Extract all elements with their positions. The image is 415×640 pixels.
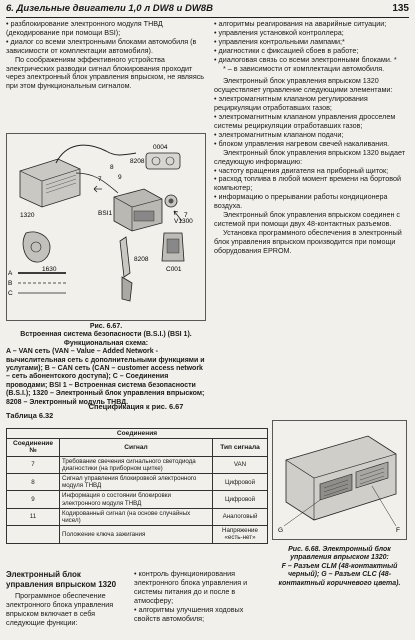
pump-module-8208-drawing bbox=[23, 232, 50, 262]
paragraph: • диалог со всеми электронными блоками автомобиля (в зависимости от комплектации автомобиля). bbox=[6, 36, 197, 55]
legend-label-b: B bbox=[8, 280, 13, 287]
section-heading: Электронный блок управления впрыском 1320 bbox=[6, 570, 117, 589]
paragraph: • контроль функционирования электронного блока управления и системы питания до и после в атмосферу; bbox=[134, 569, 248, 605]
table-row bbox=[7, 456, 268, 473]
paragraph: Электронный блок управления впрыском 1320 выдает следующую информацию: bbox=[214, 147, 405, 166]
cell-type: VAN bbox=[213, 456, 268, 473]
label-9: 9 bbox=[118, 174, 122, 181]
table-row bbox=[7, 508, 268, 525]
cell-num: 11 bbox=[7, 508, 60, 525]
spec-heading bbox=[6, 402, 266, 420]
table-group-header: Соединения bbox=[7, 429, 268, 439]
paragraph: • разблокирование электронного модуля ТНВД (декодирование при помощи BSI); bbox=[6, 19, 163, 37]
paragraph: • электромагнитным клапаном регулирования рециркуляции отработавших газов; bbox=[214, 94, 368, 113]
indicator-v1300-drawing bbox=[165, 195, 177, 207]
table-label: Таблица 6.32 bbox=[6, 411, 54, 420]
ignition-key-drawing bbox=[120, 237, 132, 301]
caption-title: Рис. 6.67. bbox=[89, 323, 123, 330]
cell-type: Напряжение «есть-нет» bbox=[213, 526, 268, 543]
caption-title: Рис. 6.68. Электронный блок управления впрыском 1320: bbox=[288, 546, 391, 562]
paragraph: • алгоритмы реагирования на аварийные ситуации; bbox=[214, 19, 387, 28]
left-top-text bbox=[6, 20, 206, 91]
paragraph: • управления контрольными лампами;* bbox=[214, 36, 345, 46]
bsi-module-drawing bbox=[114, 189, 162, 231]
paragraph: Электронный блок управления впрыском соединен с системой при помощи двух 48-контактных разъемов. bbox=[214, 210, 401, 228]
paragraph: * – в зависимости от комплектации автомобиля. bbox=[223, 63, 385, 73]
legend-label-c: C bbox=[8, 290, 13, 297]
cell-type: Цифровой bbox=[213, 491, 268, 508]
table-row bbox=[7, 526, 268, 543]
page-header bbox=[6, 3, 409, 18]
cell-type: Цифровой bbox=[213, 474, 268, 491]
paragraph: • диагностики с фиксацией сбоев в работе; bbox=[214, 45, 359, 55]
table-header-num: Соединение № bbox=[7, 439, 60, 456]
ecu-1320-drawing bbox=[20, 159, 80, 207]
label-8208-bottom: 8208 bbox=[134, 256, 149, 263]
paragraph: Программное обеспечение электронного блока управления впрыском включает в себя следующие функции: bbox=[6, 591, 114, 627]
figure-6-68 bbox=[272, 420, 407, 540]
table-header-signal: Сигнал bbox=[60, 439, 213, 456]
label-7-right: 7 bbox=[184, 212, 188, 219]
cell-signal: Положение ключа зажигания bbox=[60, 526, 213, 543]
legend-label-a: A bbox=[8, 270, 13, 277]
figure-6-68-caption bbox=[272, 546, 407, 588]
paragraph: • электромагнитным клапаном управления дросселем системы рециркуляции отработавших газов; bbox=[214, 112, 396, 130]
label-8208-top: 8208 bbox=[130, 158, 145, 165]
right-column-text bbox=[214, 20, 407, 256]
connector-c001-drawing bbox=[162, 233, 184, 261]
paragraph: Электронный блок управления впрыском 1320 осуществляет управление следующими элементами: bbox=[214, 76, 393, 95]
caption-scheme: Функциональная схема: bbox=[63, 339, 149, 347]
bottom-left-text bbox=[6, 570, 128, 628]
paragraph: • диалоговая связь со всеми электронными блоками. * bbox=[214, 54, 397, 64]
page-number: 135 bbox=[392, 3, 409, 14]
cell-signal: Требование свечения сигнального светодиода диагностики (на приборном щитке) bbox=[60, 456, 213, 473]
label-1630: 1630 bbox=[42, 266, 57, 273]
label-g: G bbox=[278, 527, 284, 534]
label-0004: 0004 bbox=[153, 144, 168, 151]
cell-signal: Информация о состоянии блокировки электронного модуля ТНВД bbox=[60, 491, 213, 508]
table-header-type: Тип сигнала bbox=[213, 439, 268, 456]
table-row bbox=[7, 474, 268, 491]
table-row bbox=[7, 491, 268, 508]
spec-title: Спецификация к рис. 6.67 bbox=[88, 402, 184, 411]
paragraph: Установка программного обеспечения в электронный блок управления впрыском производится при помощи оборудования EPROM. bbox=[214, 227, 402, 255]
paragraph: • частоту вращения двигателя на приборный щиток; bbox=[214, 165, 389, 175]
figure-6-67-caption bbox=[6, 323, 206, 407]
paragraph: • информацию о прерывании работы кондиционера воздуха. bbox=[214, 192, 388, 211]
paragraph: • расход топлива в любой момент времени на бортовой компьютер; bbox=[214, 174, 401, 193]
label-8: 8 bbox=[110, 164, 114, 171]
paragraph: • алгоритмы улучшения ходовых свойств автомобиля; bbox=[134, 604, 244, 623]
paragraph: • управления установкой контроллера; bbox=[214, 27, 344, 37]
instrument-0004-drawing bbox=[146, 153, 180, 169]
cell-num bbox=[7, 526, 60, 543]
paragraph: • блоком управления нагревом свечей накаливания. bbox=[214, 138, 390, 148]
header-title: 6. Дизельные двигатели 1,0 л DW8 и DW8B bbox=[6, 3, 213, 14]
bottom-mid-text bbox=[134, 570, 266, 623]
cell-num: 9 bbox=[7, 491, 60, 508]
spec-table bbox=[6, 428, 268, 544]
cell-num: 8 bbox=[7, 474, 60, 491]
cell-signal: Кодированный сигнал (на основе случайных чисел) bbox=[60, 508, 213, 525]
cell-type: Аналоговый bbox=[213, 508, 268, 525]
cell-num: 7 bbox=[7, 456, 60, 473]
paragraph: • электромагнитным клапаном подачи; bbox=[214, 129, 344, 139]
label-7-left: 7 bbox=[98, 176, 102, 183]
label-f: F bbox=[396, 527, 400, 534]
caption-subtitle: Встроенная система безопасности (B.S.I.) (BSI 1). bbox=[20, 331, 192, 339]
figure-6-67 bbox=[6, 133, 206, 321]
ecu-connector-drawing bbox=[286, 436, 396, 520]
caption-text: F – Разъем CLM (48-контактный черный); G – Разъем CLC (48-контактный коричневого цвета). bbox=[278, 562, 401, 587]
cell-signal: Сигнал управления блокировкой электронного модуля ТНВД bbox=[60, 474, 213, 491]
paragraph: По соображениям эффективного устройства электрических разводки сигнал блокирования проходит через электронный блок управления впрыском, не являясь при этом функциональным сигналом. bbox=[6, 54, 205, 91]
label-1320: 1320 bbox=[20, 212, 35, 219]
caption-text: A – VAN сеть (VAN – Value – Added Network - вычислительная сеть с дополнительными функциями и услугами); B – CAN сеть (CAN – customer access network – сеть абонентского доступа); C – Соединения проводами; BSI 1 – Встроенная система безопасности (B.S.I.); 1320 – Электронный блок управления впрыском; 8208 – Электронный модуль ТНВД. bbox=[6, 348, 205, 406]
label-c001: C001 bbox=[166, 266, 182, 273]
label-v1300: V1300 bbox=[174, 218, 193, 225]
label-bsi1: BSI1 bbox=[98, 210, 113, 217]
